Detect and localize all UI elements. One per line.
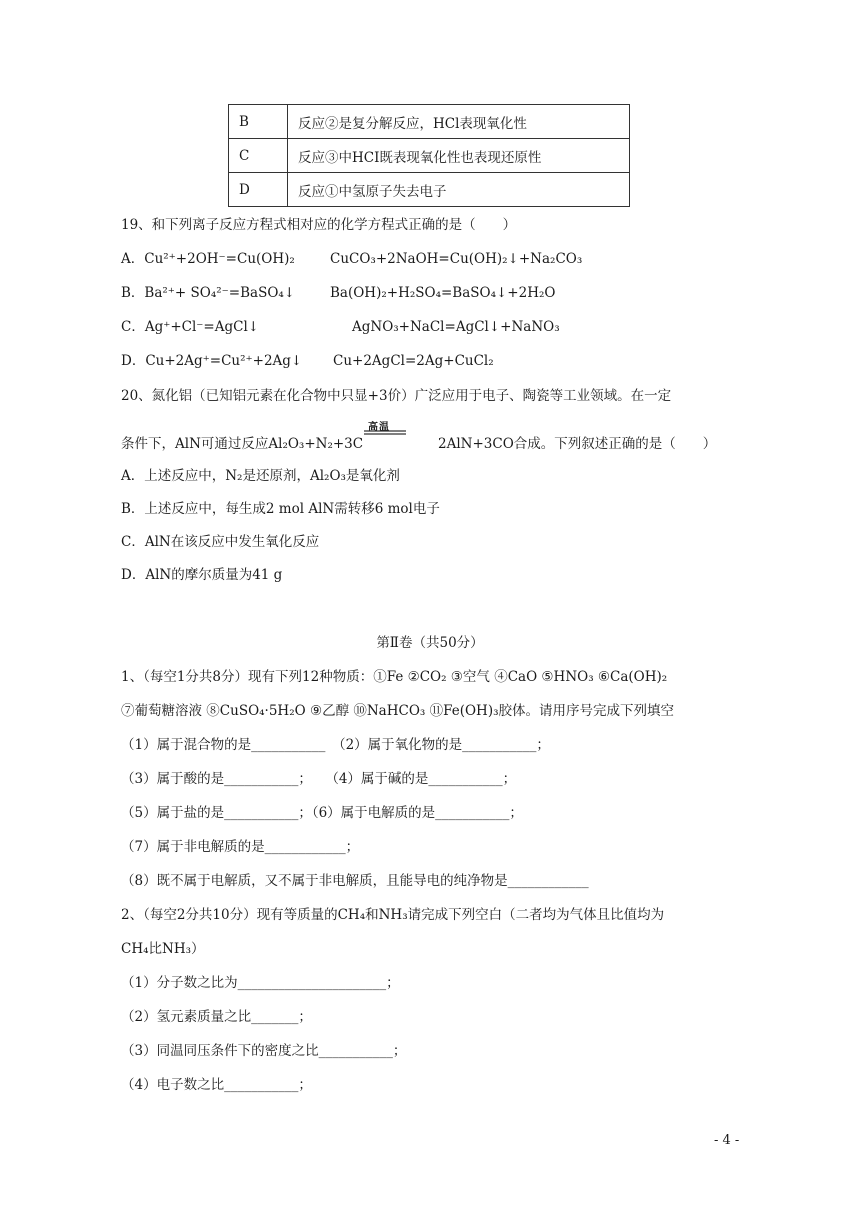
- part2-q1-blank-8: （8）既不属于电解质，又不属于非电解质，且能导电的纯净物是____________: [121, 873, 589, 889]
- part2-q1-blank-7: （7）属于非电解质的是____________；: [121, 839, 360, 855]
- option-text: 反应①中氢原子失去电子: [288, 173, 630, 207]
- q20-stem-line2a: 条件下，AlN可通过反应Al₂O₃+N₂+3C: [121, 436, 364, 452]
- q19-option-c-ion: C．Ag⁺+Cl⁻=AgCl↓: [121, 319, 260, 335]
- part2-q2-stem-line1: 2、（每空2分共10分）现有等质量的CH₄和NH₃请完成下列空白（二者均为气体且比值均为: [121, 907, 665, 923]
- q20-option-a: A．上述反应中，N₂是还原剂，Al₂O₃是氧化剂: [121, 468, 400, 484]
- part2-q1-stem-line1: 1、（每空1分共8分）现有下列12种物质：①Fe ②CO₂ ③空气 ④CaO ⑤HNO₃ ⑥Ca(OH)₂: [121, 669, 668, 685]
- q20-stem-line1: 20、氮化铝（已知铝元素在化合物中只显+3价）广泛应用于电子、陶瓷等工业领域。在一定: [121, 388, 672, 404]
- part2-q1-blank-1-2: （1）属于混合物的是___________ （2）属于氧化物的是___________；: [121, 737, 550, 753]
- reaction-condition: 高温: [368, 422, 390, 433]
- option-text: 反应②是复分解反应，HCl表现氧化性: [288, 105, 630, 139]
- part2-q2-blank-1: （1）分子数之比为______________________；: [121, 975, 400, 991]
- q20-option-d: D．AlN的摩尔质量为41 g: [121, 567, 283, 583]
- part2-q2-blank-3: （3）同温同压条件下的密度之比___________；: [121, 1043, 407, 1059]
- part2-q2-stem-line2: CH₄比NH₃）: [121, 941, 205, 957]
- q19-option-d-equation: Cu+2AgCl=2Ag+CuCl₂: [333, 353, 494, 369]
- q20-stem-line2b: 2AlN+3CO合成。下列叙述正确的是（ ）: [438, 436, 717, 452]
- part2-q1-stem-line2: ⑦葡萄糖溶液 ⑧CuSO₄·5H₂O ⑨乙醇 ⑩NaHCO₃ ⑪Fe(OH)₃胶体。请用序号完成下列填空: [121, 703, 674, 719]
- q20-option-b: B．上述反应中，每生成2 mol AlN需转移6 mol电子: [121, 501, 440, 517]
- q19-option-a-ion: A．Cu²⁺+2OH⁻=Cu(OH)₂: [121, 251, 295, 267]
- part2-q2-blank-2: （2）氢元素质量之比_______；: [121, 1009, 312, 1025]
- option-text: 反应③中HCI既表现氧化性也表现还原性: [288, 139, 630, 173]
- q19-option-a-equation: CuCO₃+2NaOH=Cu(OH)₂↓+Na₂CO₃: [330, 251, 583, 267]
- table-row: [229, 173, 630, 207]
- option-key: B: [229, 105, 288, 139]
- reaction-arrow-icon: [364, 426, 406, 438]
- option-key: D: [229, 173, 288, 207]
- part2-q2-blank-4: （4）电子数之比___________；: [121, 1077, 312, 1093]
- section-title: 第Ⅱ卷（共50分）: [376, 635, 484, 651]
- options-table: [228, 104, 630, 207]
- q20-option-c: C．AlN在该反应中发生氧化反应: [121, 534, 320, 550]
- q19-stem: 19、和下列离子反应方程式相对应的化学方程式正确的是（ ）: [121, 217, 517, 233]
- q19-option-b-equation: Ba(OH)₂+H₂SO₄=BaSO₄↓+2H₂O: [330, 285, 556, 301]
- table-row: [229, 105, 630, 139]
- q19-option-d-ion: D．Cu+2Ag⁺=Cu²⁺+2Ag↓: [121, 353, 303, 369]
- q19-option-b-ion: B．Ba²⁺+ SO₄²⁻=BaSO₄↓: [121, 285, 296, 301]
- q19-option-c-equation: AgNO₃+NaCl=AgCl↓+NaNO₃: [352, 319, 560, 335]
- part2-q1-blank-3-4: （3）属于酸的是___________； （4）属于碱的是___________；: [121, 771, 517, 787]
- table-row: [229, 139, 630, 173]
- option-key: C: [229, 139, 288, 173]
- part2-q1-blank-5-6: （5）属于盐的是___________；（6）属于电解质的是___________；: [121, 805, 523, 821]
- page-number: - 4 -: [714, 1133, 740, 1148]
